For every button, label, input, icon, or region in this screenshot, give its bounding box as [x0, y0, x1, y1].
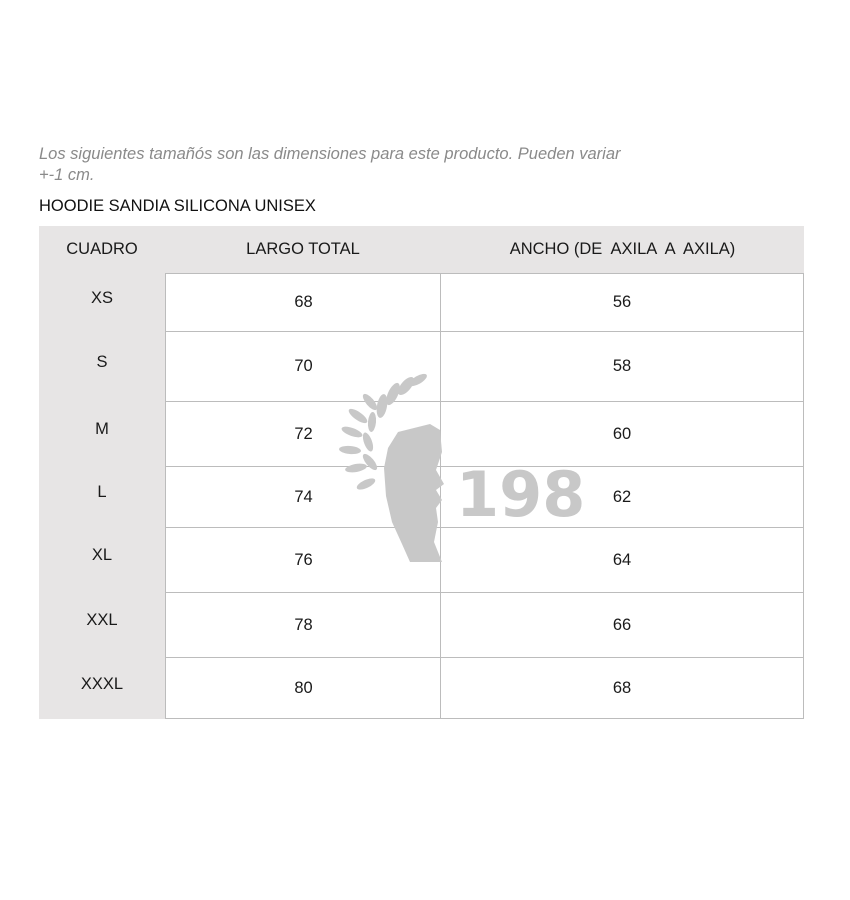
size-label-l: L — [97, 483, 107, 501]
largo-total-cell: 70 — [166, 331, 441, 401]
largo-total-cell: 72 — [166, 401, 441, 466]
size-note — [39, 144, 699, 186]
size-label-s: S — [96, 352, 108, 371]
size-label-xxl: XXL — [86, 611, 118, 629]
header-ancho: ANCHO (DE AXILA A AXILA) — [441, 226, 804, 273]
ancho-cell: 66 — [440, 592, 803, 657]
largo-total-cell: 68 — [294, 292, 313, 311]
largo-total-cell: 80 — [166, 657, 441, 719]
watermark-text: 198 — [456, 458, 586, 531]
ancho-cell: 60 — [440, 401, 803, 466]
ancho-cell: 64 — [440, 527, 803, 592]
largo-total-cell: 76 — [166, 527, 441, 592]
size-note-line-1: Los siguientes tamañós son las dimensiones para este producto. Pueden variar — [39, 145, 621, 163]
size-table — [39, 226, 804, 719]
largo-total-cell: 78 — [166, 592, 441, 657]
size-label-xxxl: XXXL — [80, 674, 124, 693]
largo-total-cell: 74 — [166, 466, 441, 527]
header-largo-total: LARGO TOTAL — [165, 226, 441, 273]
ancho-cell: 56 — [440, 273, 803, 331]
ancho-cell: 62 — [440, 466, 803, 527]
size-label-xs: XS — [90, 288, 113, 307]
ancho-cell: 58 — [440, 331, 803, 401]
size-label-xl: XL — [91, 546, 113, 564]
size-label-m: M — [95, 420, 109, 438]
ancho-cell: 68 — [440, 657, 803, 719]
size-note-line-2: +-1 cm. — [39, 166, 95, 184]
header-cuadro: CUADRO — [39, 226, 165, 273]
product-title: HOODIE SANDIA SILICONA UNISEX — [39, 197, 316, 215]
